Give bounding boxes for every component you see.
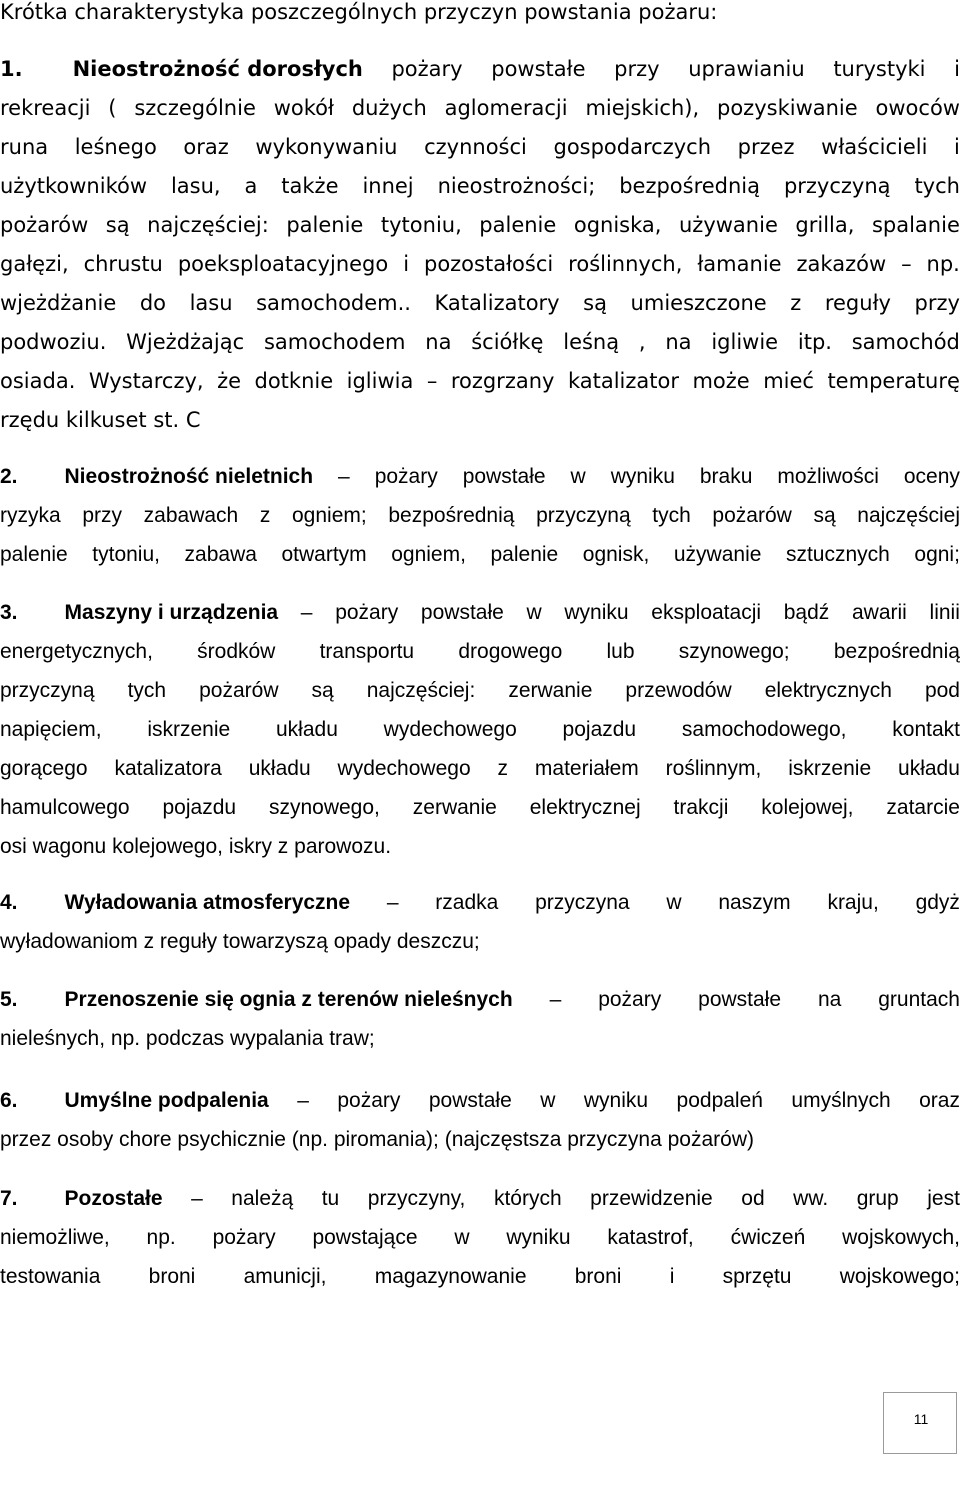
list-item-line: wyładowaniom z reguły towarzyszą opady deszczu; [0, 930, 480, 953]
page-number-box [883, 1392, 957, 1454]
list-item-line: testowania broni amunicji, magazynowanie broni i sprzętu wojskowego; [0, 1265, 960, 1288]
list-item-title: Wyładowania atmosferyczne [64, 891, 351, 914]
page-number: 11 [913, 1411, 929, 1427]
list-item-lead [0, 892, 350, 913]
list-item-number: 3. [0, 601, 18, 624]
list-item-lead [0, 59, 363, 80]
list-item-line: energetycznych, środków transportu drogowego lub szynowego; bezpośrednią [0, 640, 960, 663]
list-item-first-line: 4. Wyładowania atmosferyczne – rzadka przyczyna w naszym kraju, gdyż [0, 891, 960, 914]
list-item-line: nieleśnych, np. podczas wypalania traw; [0, 1027, 375, 1050]
list-item-first-line: 3. Maszyny i urządzenia – pożary powstałe w wyniku eksploatacji bądź awarii linii [0, 601, 960, 624]
list-item-title: Pozostałe [64, 1187, 163, 1210]
list-item-line: przez osoby chore psychicznie (np. piromania); (najczęstsza przyczyna pożarów) [0, 1128, 754, 1151]
list-item-lead [0, 989, 513, 1010]
list-item-line: osiada. Wystarczy, że dotknie igliwia – rozgrzany katalizator może mieć temperaturę [0, 369, 960, 393]
list-item-title: Nieostrożność nieletnich [64, 465, 314, 488]
list-item-first-line: 5. Przenoszenie się ognia z terenów nieleśnych – pożary powstałe na gruntach [0, 988, 960, 1011]
list-item-title: Umyślne podpalenia [64, 1089, 269, 1112]
page-heading: Krótka charakterystyka poszczególnych przyczyn powstania pożaru: [0, 0, 718, 24]
list-item-number: 4. [0, 891, 18, 914]
list-item-line: podwoziu. Wjeżdżając samochodem na ściółkę leśną , na igliwie itp. samochód [0, 330, 960, 354]
list-item-lead [0, 602, 278, 623]
list-item-line: osi wagonu kolejowego, iskry z parowozu. [0, 835, 392, 858]
list-item-line: runa leśnego oraz wykonywaniu czynności gospodarczych przez właścicieli i [0, 135, 960, 159]
list-item-lead [0, 1188, 163, 1209]
list-item-line: rzędu kilkuset st. C [0, 408, 201, 432]
list-item-first-line: 7. Pozostałe – należą tu przyczyny, których przewidzenie od ww. grup jest [0, 1187, 960, 1210]
list-item-line: napięciem, iskrzenie układu wydechowego pojazdu samochodowego, kontakt [0, 718, 960, 741]
list-item-title: Przenoszenie się ognia z terenów nieleśnych [64, 988, 513, 1011]
list-item-line: użytkowników lasu, a także innej nieostrożności; bezpośrednią przyczyną tych [0, 174, 960, 198]
list-item-number: 2. [0, 465, 18, 488]
list-item-line: palenie tytoniu, zabawa otwartym ogniem, palenie ognisk, używanie sztucznych ogni; [0, 543, 960, 566]
list-item-number: 7. [0, 1187, 18, 1210]
list-item-line: ryzyka przy zabawach z ogniem; bezpośrednią przyczyną tych pożarów są najczęściej [0, 504, 960, 527]
list-item-line: wjeżdżanie do lasu samochodem.. Katalizatory są umieszczone z reguły przy [0, 291, 960, 315]
list-item-title: Nieostrożność dorosłych [72, 57, 363, 81]
list-item-number: 1. [0, 57, 23, 81]
list-item-lead [0, 466, 313, 487]
list-item-line: hamulcowego pojazdu szynowego, zerwanie elektrycznej trakcji kolejowej, zatarcie [0, 796, 960, 819]
list-item-first-line: 1. Nieostrożność dorosłych pożary powstałe przy uprawianiu turystyki i [0, 57, 960, 81]
list-item-line: niemożliwe, np. pożary powstające w wyniku katastrof, ćwiczeń wojskowych, [0, 1226, 960, 1249]
list-item-number: 5. [0, 988, 18, 1011]
list-item-line: pożarów są najczęściej: palenie tytoniu, palenie ogniska, używanie grilla, spalanie [0, 213, 960, 237]
list-item-first-line: 6. Umyślne podpalenia – pożary powstałe w wyniku podpaleń umyślnych oraz [0, 1089, 960, 1112]
list-item-first-line: 2. Nieostrożność nieletnich – pożary powstałe w wyniku braku możliwości oceny [0, 465, 960, 488]
list-item-line: gorącego katalizatora układu wydechowego z materiałem roślinnym, iskrzenie układu [0, 757, 960, 780]
list-item-line: gałęzi, chrustu poeksploatacyjnego i pozostałości roślinnych, łamanie zakazów – np. [0, 252, 960, 276]
list-item-number: 6. [0, 1089, 18, 1112]
list-item-line: rekreacji ( szczególnie wokół dużych aglomeracji miejskich), pozyskiwanie owoców [0, 96, 960, 120]
list-item-lead [0, 1090, 269, 1111]
list-item-title: Maszyny i urządzenia [64, 601, 279, 624]
list-item-line: przyczyną tych pożarów są najczęściej: zerwanie przewodów elektrycznych pod [0, 679, 960, 702]
